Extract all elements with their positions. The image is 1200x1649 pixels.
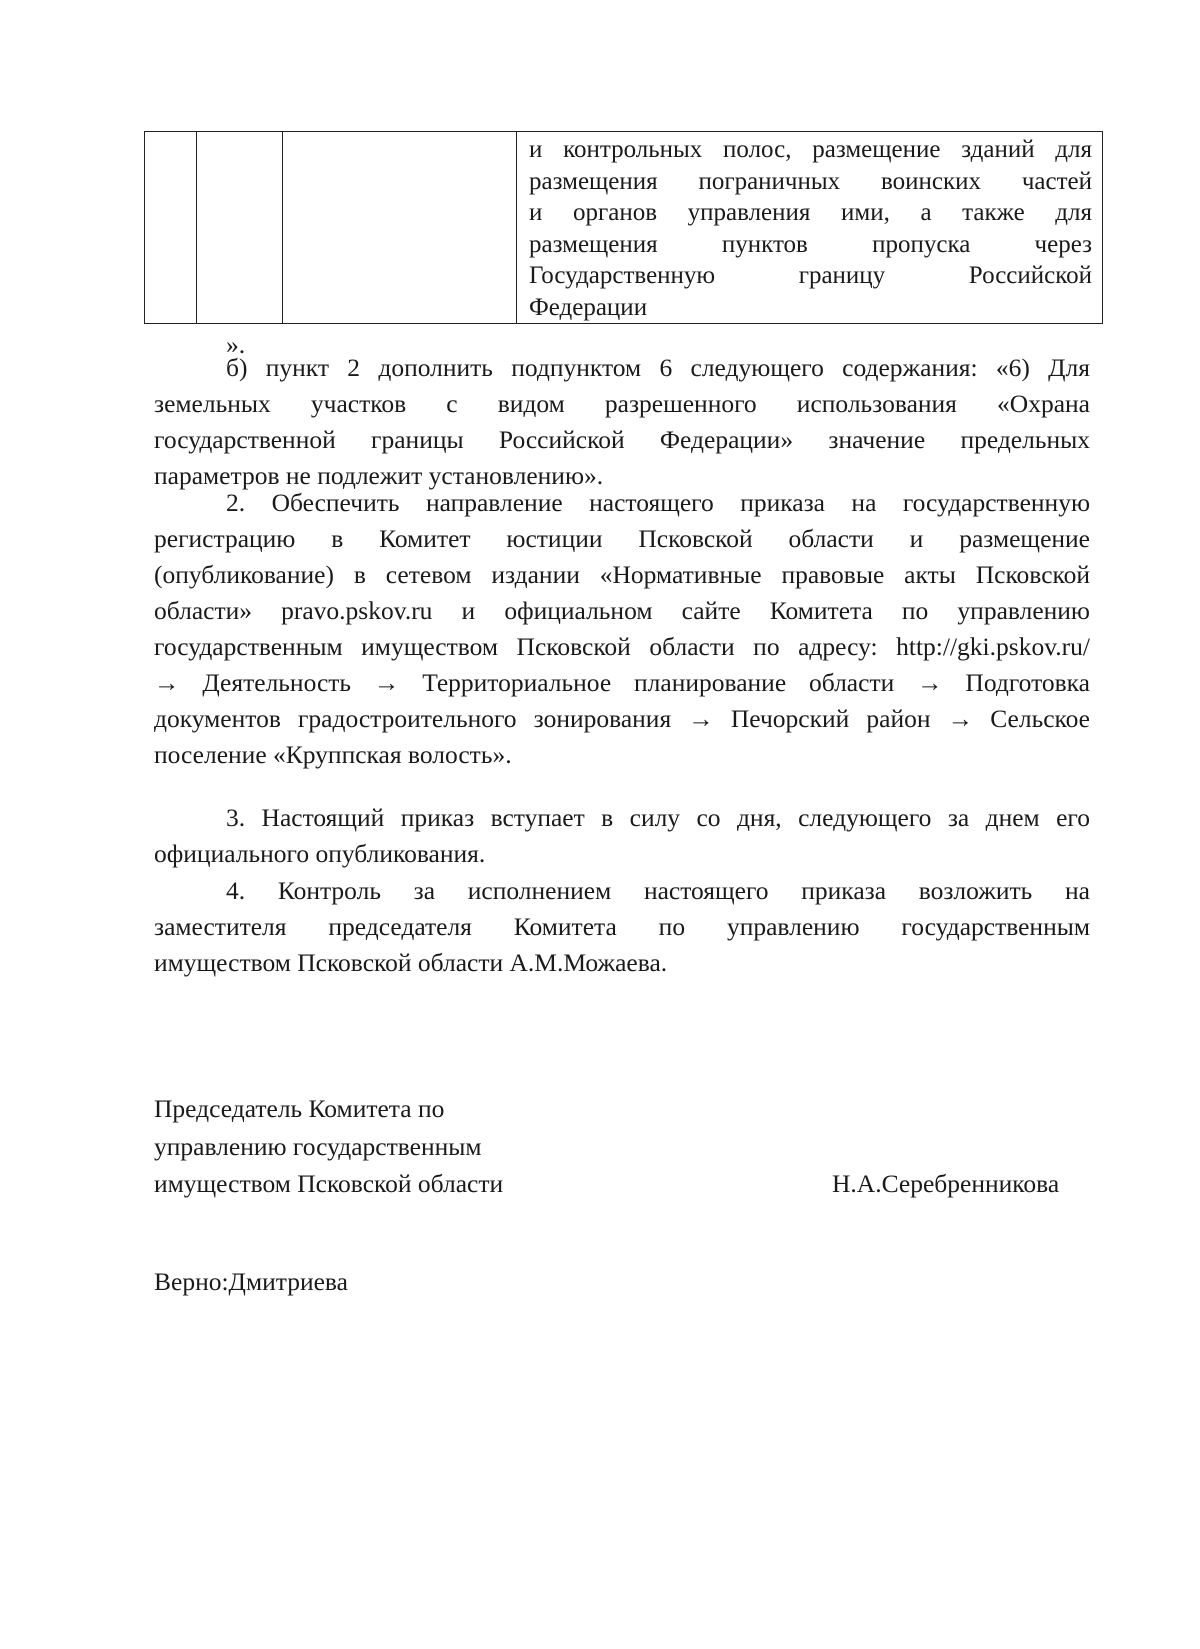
paragraph-line: 3. Настоящий приказ вступает в силу со дня, следующего за днем его xyxy=(226,803,1090,832)
paragraph-line: имуществом Псковской области А.М.Можаева. xyxy=(154,948,668,977)
paragraph-line: государственным имуществом Псковской области по адресу: http://gki.pskov.ru/ xyxy=(154,632,1090,661)
paragraph-line: официального опубликования. xyxy=(154,839,486,868)
verified-by: Верно:Дмитриева xyxy=(154,1267,348,1296)
paragraph-line: поселение «Круппская волость». xyxy=(154,740,512,769)
paragraph-line: 4. Контроль за исполнением настоящего приказа возложить на xyxy=(226,876,1090,905)
table-line: и контрольных полос, размещение зданий для xyxy=(529,136,1092,163)
signatory-position-line: имуществом Псковской области xyxy=(154,1169,504,1198)
paragraph-line: области» pravo.pskov.ru и официальном сайте Комитета по управлению xyxy=(154,596,1090,625)
paragraph-line: заместителя председателя Комитета по управлению государственным xyxy=(154,912,1090,941)
signatory-position-line: управлению государственным xyxy=(154,1131,482,1161)
table-line: Государственную границу Российской xyxy=(529,262,1092,289)
signatory-position-line: Председатель Комитета по xyxy=(154,1094,445,1123)
paragraph-line: 2. Обеспечить направление настоящего приказа на государственную xyxy=(226,488,1090,517)
paragraph-3 xyxy=(154,800,1090,872)
table-cell-description-text xyxy=(517,132,1102,323)
paragraph-line: параметров не подлежит установлению». xyxy=(154,461,604,490)
paragraph-2 xyxy=(154,485,1090,773)
paragraph-line: (опубликование) в сетевом издании «Нормативные правовые акты Псковской xyxy=(154,560,1090,589)
table-line: размещения пограничных воинских частей xyxy=(529,167,1092,195)
paragraph-line: регистрацию в Комитет юстиции Псковской области и размещение xyxy=(154,524,1090,553)
signatory-name: Н.А.Серебренникова xyxy=(832,1169,1060,1198)
table-fragment xyxy=(144,131,1103,324)
paragraph-line: → Деятельность → Территориальное планирование области → Подготовка xyxy=(154,668,1090,697)
paragraph-line: государственной границы Российской Федерации» значение предельных xyxy=(154,425,1090,454)
table-cell-code xyxy=(197,132,283,324)
paragraph-4 xyxy=(154,873,1090,981)
signatory-position xyxy=(154,1090,503,1203)
table-row xyxy=(145,132,1103,324)
table-cell-number xyxy=(145,132,197,324)
table-line: Федерации xyxy=(529,293,648,321)
table-line: размещения пунктов пропуска через xyxy=(529,230,1092,258)
table-cell-description xyxy=(517,132,1103,324)
paragraph-line: б) пункт 2 дополнить подпунктом 6 следующего содержания: «6) Для xyxy=(226,353,1090,382)
table-cell-name xyxy=(283,132,517,324)
paragraph-b xyxy=(154,350,1090,494)
closing-quote: ». xyxy=(226,330,246,359)
paragraph-line: документов градостроительного зонирования → Печорский район → Сельское xyxy=(154,704,1090,733)
table-line: и органов управления ими, а также для xyxy=(529,199,1092,226)
paragraph-line: земельных участков с видом разрешенного использования «Охрана xyxy=(154,389,1090,418)
